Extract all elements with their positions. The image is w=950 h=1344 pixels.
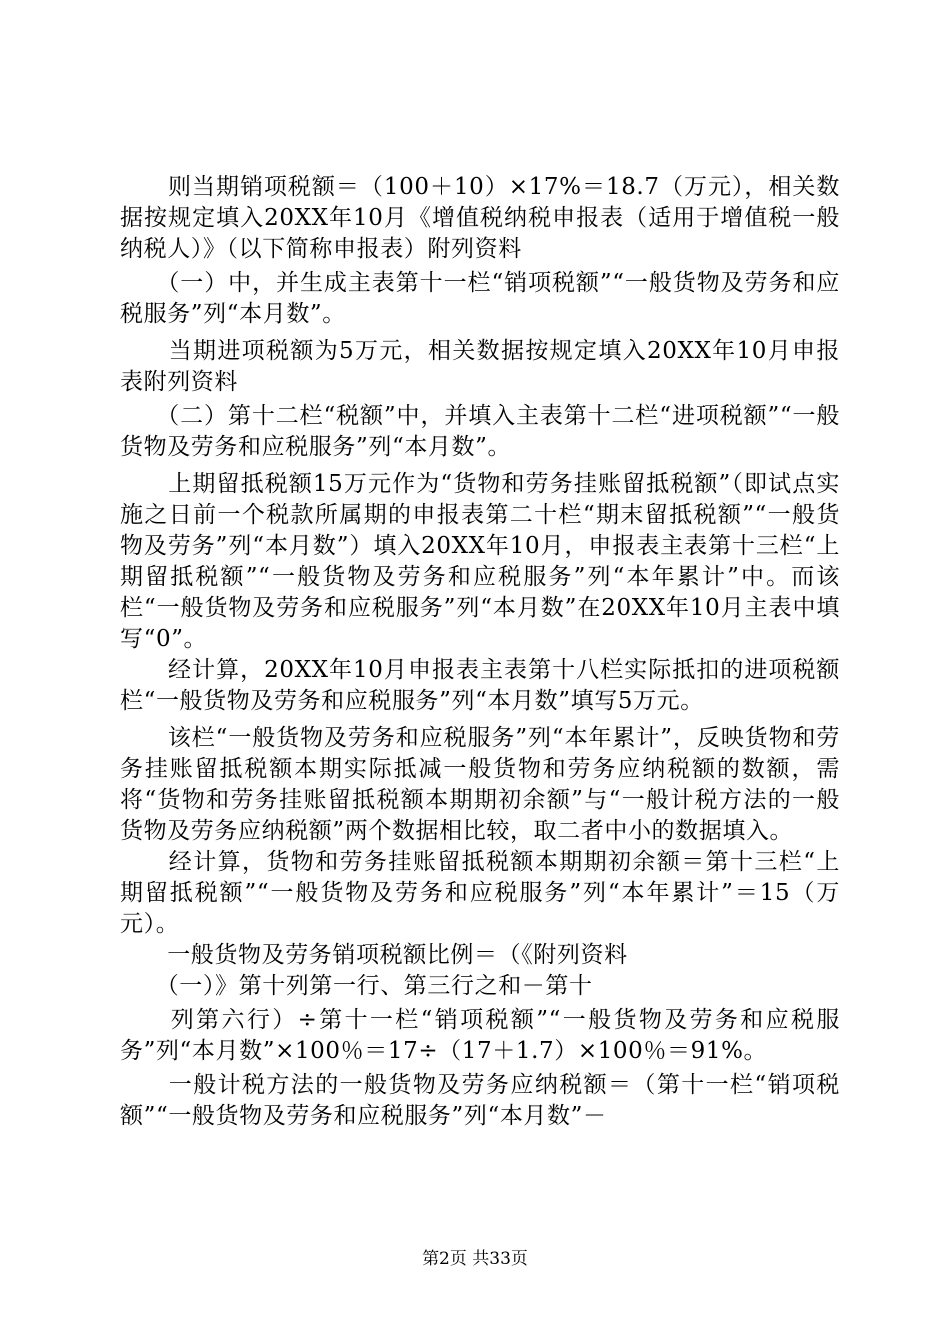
paragraph: 列第六行）÷第十一栏“销项税额”“一般货物及劳务和应税服务”列“本月数”×100％＝17÷（17＋1.7）×100％＝91%。	[120, 1007, 840, 1064]
paragraph: （一）中，并生成主表第十一栏“销项税额”“一般货物及劳务和应税服务”列“本月数”。	[120, 270, 840, 327]
paragraph: 一般计税方法的一般货物及劳务应纳税额＝（第十一栏“销项税额”“一般货物及劳务和应税服务”列“本月数”－	[120, 1072, 840, 1129]
paragraph: 该栏“一般货物及劳务和应税服务”列“本年累计”，反映货物和劳务挂账留抵税额本期实际抵减一般货物和劳务应纳税额的数额，需将“货物和劳务挂账留抵税额本期期初余额”与“一般计税方法的一般货物及劳务应纳税额”两个数据相比较，取二者中小的数据填入。	[120, 725, 840, 844]
page-number-footer: 第2页 共33页	[422, 1249, 528, 1269]
paragraph: （一）》第十列第一行、第三行之和－第十	[120, 973, 593, 999]
paragraph: 一般货物及劳务销项税额比例＝（《附列资料	[120, 942, 628, 968]
paragraph: 上期留抵税额15万元作为“货物和劳务挂账留抵税额”（即试点实施之日前一个税款所属期的申报表第二十栏“期末留抵税额”“一般货物及劳务”列“本月数”）填入20XX年10月，申报表主表第十三栏“上期留抵税额”“一般货物及劳务和应税服务”列“本年累计”中。而该栏“一般货物及劳务和应税服务”列“本月数”在20XX年10月主表中填写“0”。	[120, 471, 840, 652]
paragraph: 经计算，货物和劳务挂账留抵税额本期期初余额＝第十三栏“上期留抵税额”“一般货物及劳务和应税服务”列“本年累计”＝15（万元）。	[120, 849, 840, 937]
paragraph: （二）第十二栏“税额”中，并填入主表第十二栏“进项税额”“一般货物及劳务和应税服务”列“本月数”。	[120, 403, 840, 460]
paragraph: 则当期销项税额＝（100＋10）×17%＝18.7（万元），相关数据按规定填入20XX年10月《增值税纳税申报表（适用于增值税一般纳税人）》（以下简称申报表）附列资料	[120, 174, 840, 262]
document-body	[120, 172, 840, 1132]
paragraph: 当期进项税额为5万元，相关数据按规定填入20XX年10月申报表附列资料	[120, 338, 840, 395]
paragraph: 经计算，20XX年10月申报表主表第十八栏实际抵扣的进项税额栏“一般货物及劳务和应税服务”列“本月数”填写5万元。	[120, 657, 840, 714]
